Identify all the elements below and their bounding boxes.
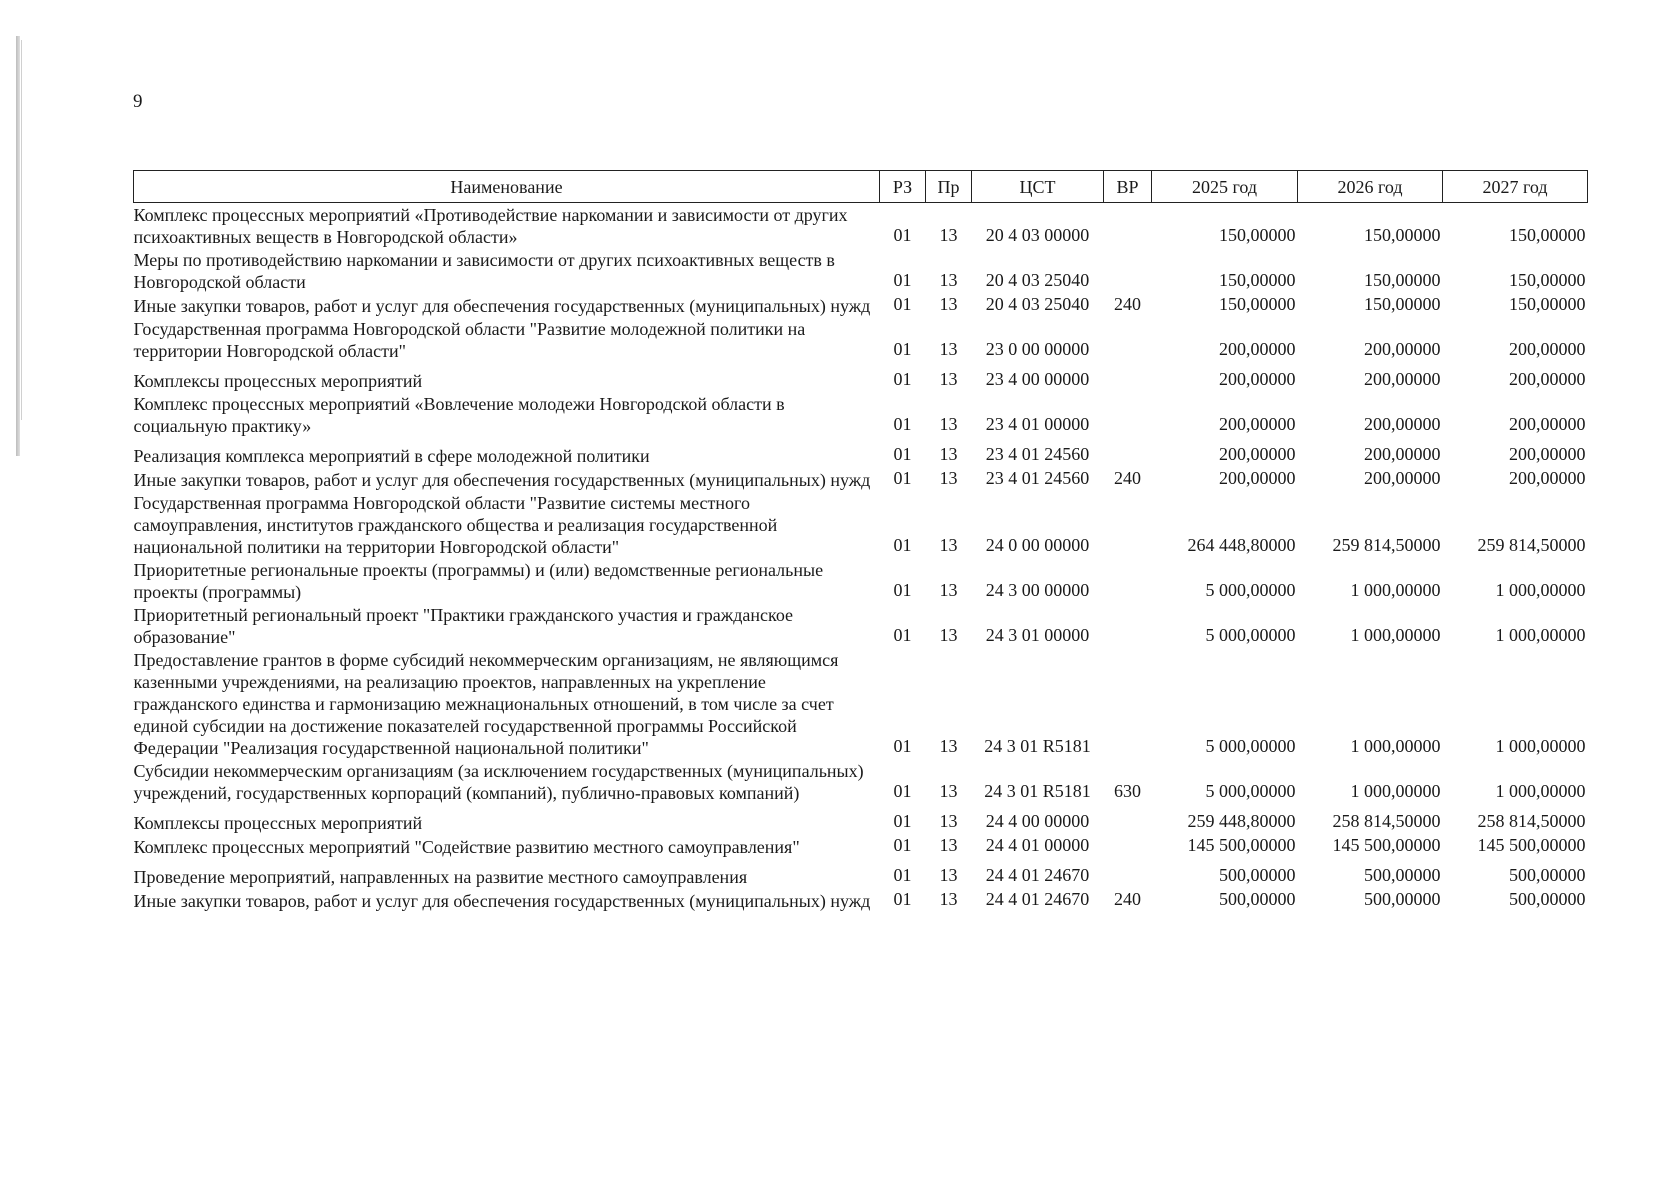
cell-pr: 13	[939, 865, 958, 885]
cell-cst: 24 0 00 00000	[985, 535, 1090, 555]
header-rz: РЗ	[880, 171, 926, 203]
header-name: Наименование	[134, 171, 880, 203]
cell-2027: 200,00000	[1509, 369, 1586, 389]
cell-name: Проведение мероприятий, направленных на развитие местного самоуправления	[133, 867, 748, 887]
cell-vr	[1104, 648, 1152, 759]
cell-name: Приоритетный региональный проект "Практики гражданского участия и гражданское образование"	[133, 605, 794, 647]
cell-name: Комплекс процессных мероприятий «Противодействие наркомании и зависимости от других психоактивных веществ в Новгородской области»	[133, 205, 848, 247]
cell-vr	[1104, 864, 1152, 888]
cell-2025: 200,00000	[1219, 414, 1296, 434]
cell-name: Государственная программа Новгородской области "Развитие системы местного самоуправления, институтов гражданского общества и реализация государственной национальной политики на территории Новгородской области"	[133, 493, 778, 557]
cell-name: Предоставление грантов в форме субсидий некоммерческим организациям, не являющимся казенными учреждениями, на реализацию проектов, направленных на укрепление гражданского единства и гармонизацию межнациональных отношений, в том числе за счет единой субсидии на достижение показателей государственной программы Российской Федерации "Реализация государственной национальной политики"	[133, 650, 839, 758]
cell-2025: 5 000,00000	[1205, 580, 1296, 600]
cell-2025: 150,00000	[1219, 270, 1296, 290]
cell-cst: 20 4 03 25040	[985, 294, 1090, 314]
cell-vr	[1104, 603, 1152, 648]
cell-2026: 500,00000	[1364, 865, 1441, 885]
scan-edge-line	[21, 40, 22, 420]
cell-2026: 145 500,00000	[1332, 835, 1441, 855]
cell-name: Комплексы процессных мероприятий	[133, 371, 423, 391]
cell-pr: 13	[939, 889, 958, 909]
cell-2026: 200,00000	[1364, 339, 1441, 359]
cell-cst: 24 3 01 00000	[985, 625, 1090, 645]
cell-vr: 240	[1114, 468, 1141, 488]
cell-name: Иные закупки товаров, работ и услуг для обеспечения государственных (муниципальных) нужд	[133, 891, 871, 911]
cell-2027: 150,00000	[1509, 294, 1586, 314]
cell-pr: 13	[939, 835, 958, 855]
cell-pr: 13	[939, 270, 958, 290]
table-row	[134, 603, 1588, 648]
cell-2025: 264 448,80000	[1187, 535, 1296, 555]
header-2025: 2025 год	[1152, 171, 1298, 203]
cell-2025: 200,00000	[1219, 339, 1296, 359]
table-header-row	[134, 171, 1588, 203]
cell-vr	[1104, 317, 1152, 362]
table-row	[134, 248, 1588, 293]
cell-cst: 23 4 01 24560	[985, 444, 1090, 464]
cell-2026: 200,00000	[1364, 444, 1441, 464]
table-row	[134, 368, 1588, 392]
cell-rz: 01	[893, 535, 912, 555]
header-cst: ЦСТ	[972, 171, 1104, 203]
cell-cst: 20 4 03 25040	[985, 270, 1090, 290]
cell-pr: 13	[939, 781, 958, 801]
cell-rz: 01	[893, 294, 912, 314]
cell-name: Меры по противодействию наркомании и зависимости от других психоактивных веществ в Новгородской области	[133, 250, 835, 292]
cell-cst: 24 3 01 R5181	[984, 781, 1091, 801]
cell-cst: 23 4 00 00000	[985, 369, 1090, 389]
cell-name: Комплекс процессных мероприятий «Вовлечение молодежи Новгородской области в социальную практику»	[133, 394, 785, 436]
cell-vr	[1104, 248, 1152, 293]
page-number: 9	[133, 91, 143, 112]
table-row	[134, 558, 1588, 603]
cell-2027: 150,00000	[1509, 270, 1586, 290]
cell-pr: 13	[939, 414, 958, 434]
cell-2027: 500,00000	[1509, 865, 1586, 885]
cell-2026: 150,00000	[1364, 270, 1441, 290]
cell-2027: 145 500,00000	[1477, 835, 1586, 855]
cell-2026: 1 000,00000	[1350, 580, 1441, 600]
cell-2025: 500,00000	[1219, 889, 1296, 909]
cell-2025: 500,00000	[1219, 865, 1296, 885]
cell-pr: 13	[939, 339, 958, 359]
table-body	[134, 203, 1588, 913]
cell-2026: 150,00000	[1364, 225, 1441, 245]
cell-2026: 259 814,50000	[1332, 535, 1441, 555]
cell-2027: 200,00000	[1509, 468, 1586, 488]
table-row	[134, 864, 1588, 888]
cell-rz: 01	[893, 811, 912, 831]
cell-rz: 01	[893, 865, 912, 885]
table-row	[134, 759, 1588, 804]
cell-2027: 200,00000	[1509, 339, 1586, 359]
cell-2025: 259 448,80000	[1187, 811, 1296, 831]
cell-2025: 5 000,00000	[1205, 781, 1296, 801]
cell-2025: 150,00000	[1219, 225, 1296, 245]
cell-cst: 23 4 01 24560	[985, 468, 1090, 488]
cell-vr	[1104, 392, 1152, 437]
cell-rz: 01	[893, 369, 912, 389]
cell-2026: 200,00000	[1364, 369, 1441, 389]
cell-rz: 01	[893, 580, 912, 600]
budget-table	[133, 170, 1588, 912]
cell-2027: 500,00000	[1509, 889, 1586, 909]
cell-vr	[1104, 810, 1152, 834]
cell-vr: 630	[1114, 781, 1141, 801]
cell-name: Субсидии некоммерческим организациям (за исключением государственных (муниципальных) учреждений, государственных корпораций (компаний), публично-правовых компаний)	[133, 761, 864, 803]
scan-edge-shadow	[16, 36, 20, 456]
cell-rz: 01	[893, 414, 912, 434]
cell-rz: 01	[893, 736, 912, 756]
cell-2026: 150,00000	[1364, 294, 1441, 314]
table-row	[134, 443, 1588, 467]
cell-pr: 13	[939, 535, 958, 555]
cell-2025: 5 000,00000	[1205, 736, 1296, 756]
cell-2027: 200,00000	[1509, 414, 1586, 434]
table-row	[134, 810, 1588, 834]
cell-2027: 1 000,00000	[1495, 781, 1586, 801]
cell-cst: 23 0 00 00000	[985, 339, 1090, 359]
table-row	[134, 293, 1588, 317]
cell-name: Комплекс процессных мероприятий "Содействие развитию местного самоуправления"	[133, 837, 800, 857]
cell-pr: 13	[939, 225, 958, 245]
table-row	[134, 203, 1588, 249]
cell-vr	[1104, 834, 1152, 858]
cell-2025: 5 000,00000	[1205, 625, 1296, 645]
cell-pr: 13	[939, 811, 958, 831]
cell-2026: 1 000,00000	[1350, 781, 1441, 801]
cell-cst: 24 4 01 24670	[985, 889, 1090, 909]
cell-name: Иные закупки товаров, работ и услуг для обеспечения государственных (муниципальных) нужд	[133, 296, 871, 316]
cell-2027: 1 000,00000	[1495, 736, 1586, 756]
cell-2025: 200,00000	[1219, 369, 1296, 389]
cell-cst: 24 3 01 R5181	[984, 736, 1091, 756]
cell-2026: 1 000,00000	[1350, 736, 1441, 756]
cell-name: Государственная программа Новгородской области "Развитие молодежной политики на территории Новгородской области"	[133, 319, 806, 361]
cell-rz: 01	[893, 270, 912, 290]
cell-vr: 240	[1114, 889, 1141, 909]
cell-2026: 200,00000	[1364, 414, 1441, 434]
cell-rz: 01	[893, 468, 912, 488]
cell-2026: 200,00000	[1364, 468, 1441, 488]
cell-cst: 24 3 00 00000	[985, 580, 1090, 600]
cell-2027: 1 000,00000	[1495, 580, 1586, 600]
header-2026: 2026 год	[1298, 171, 1443, 203]
cell-2026: 258 814,50000	[1332, 811, 1441, 831]
cell-pr: 13	[939, 444, 958, 464]
cell-rz: 01	[893, 835, 912, 855]
cell-vr	[1104, 491, 1152, 558]
budget-table-wrap	[133, 170, 1587, 912]
table-row	[134, 648, 1588, 759]
cell-rz: 01	[893, 625, 912, 645]
cell-rz: 01	[893, 339, 912, 359]
cell-pr: 13	[939, 625, 958, 645]
cell-cst: 24 4 01 24670	[985, 865, 1090, 885]
cell-cst: 23 4 01 00000	[985, 414, 1090, 434]
header-2027: 2027 год	[1443, 171, 1588, 203]
cell-2025: 145 500,00000	[1187, 835, 1296, 855]
table-row	[134, 392, 1588, 437]
table-row	[134, 888, 1588, 912]
cell-cst: 24 4 01 00000	[985, 835, 1090, 855]
cell-name: Иные закупки товаров, работ и услуг для обеспечения государственных (муниципальных) нужд	[133, 470, 871, 490]
table-row	[134, 467, 1588, 491]
cell-rz: 01	[893, 225, 912, 245]
cell-name: Приоритетные региональные проекты (программы) и (или) ведомственные региональные проекты (программы)	[133, 560, 824, 602]
cell-2027: 258 814,50000	[1477, 811, 1586, 831]
cell-pr: 13	[939, 468, 958, 488]
cell-2027: 150,00000	[1509, 225, 1586, 245]
cell-vr: 240	[1114, 294, 1141, 314]
cell-2025: 150,00000	[1219, 294, 1296, 314]
cell-2027: 200,00000	[1509, 444, 1586, 464]
cell-name: Реализация комплекса мероприятий в сфере молодежной политики	[133, 446, 650, 466]
cell-rz: 01	[893, 889, 912, 909]
cell-vr	[1104, 443, 1152, 467]
cell-2026: 1 000,00000	[1350, 625, 1441, 645]
cell-vr	[1104, 558, 1152, 603]
table-row	[134, 317, 1588, 362]
cell-2025: 200,00000	[1219, 444, 1296, 464]
header-vr: ВР	[1104, 171, 1152, 203]
cell-2026: 500,00000	[1364, 889, 1441, 909]
cell-vr	[1104, 368, 1152, 392]
cell-2025: 200,00000	[1219, 468, 1296, 488]
header-pr: Пр	[926, 171, 972, 203]
cell-vr	[1104, 203, 1152, 249]
cell-2027: 1 000,00000	[1495, 625, 1586, 645]
table-row	[134, 834, 1588, 858]
cell-2027: 259 814,50000	[1477, 535, 1586, 555]
cell-pr: 13	[939, 580, 958, 600]
cell-rz: 01	[893, 781, 912, 801]
cell-name: Комплексы процессных мероприятий	[133, 813, 423, 833]
cell-pr: 13	[939, 369, 958, 389]
cell-pr: 13	[939, 294, 958, 314]
cell-rz: 01	[893, 444, 912, 464]
cell-cst: 24 4 00 00000	[985, 811, 1090, 831]
table-row	[134, 491, 1588, 558]
cell-pr: 13	[939, 736, 958, 756]
cell-cst: 20 4 03 00000	[985, 225, 1090, 245]
